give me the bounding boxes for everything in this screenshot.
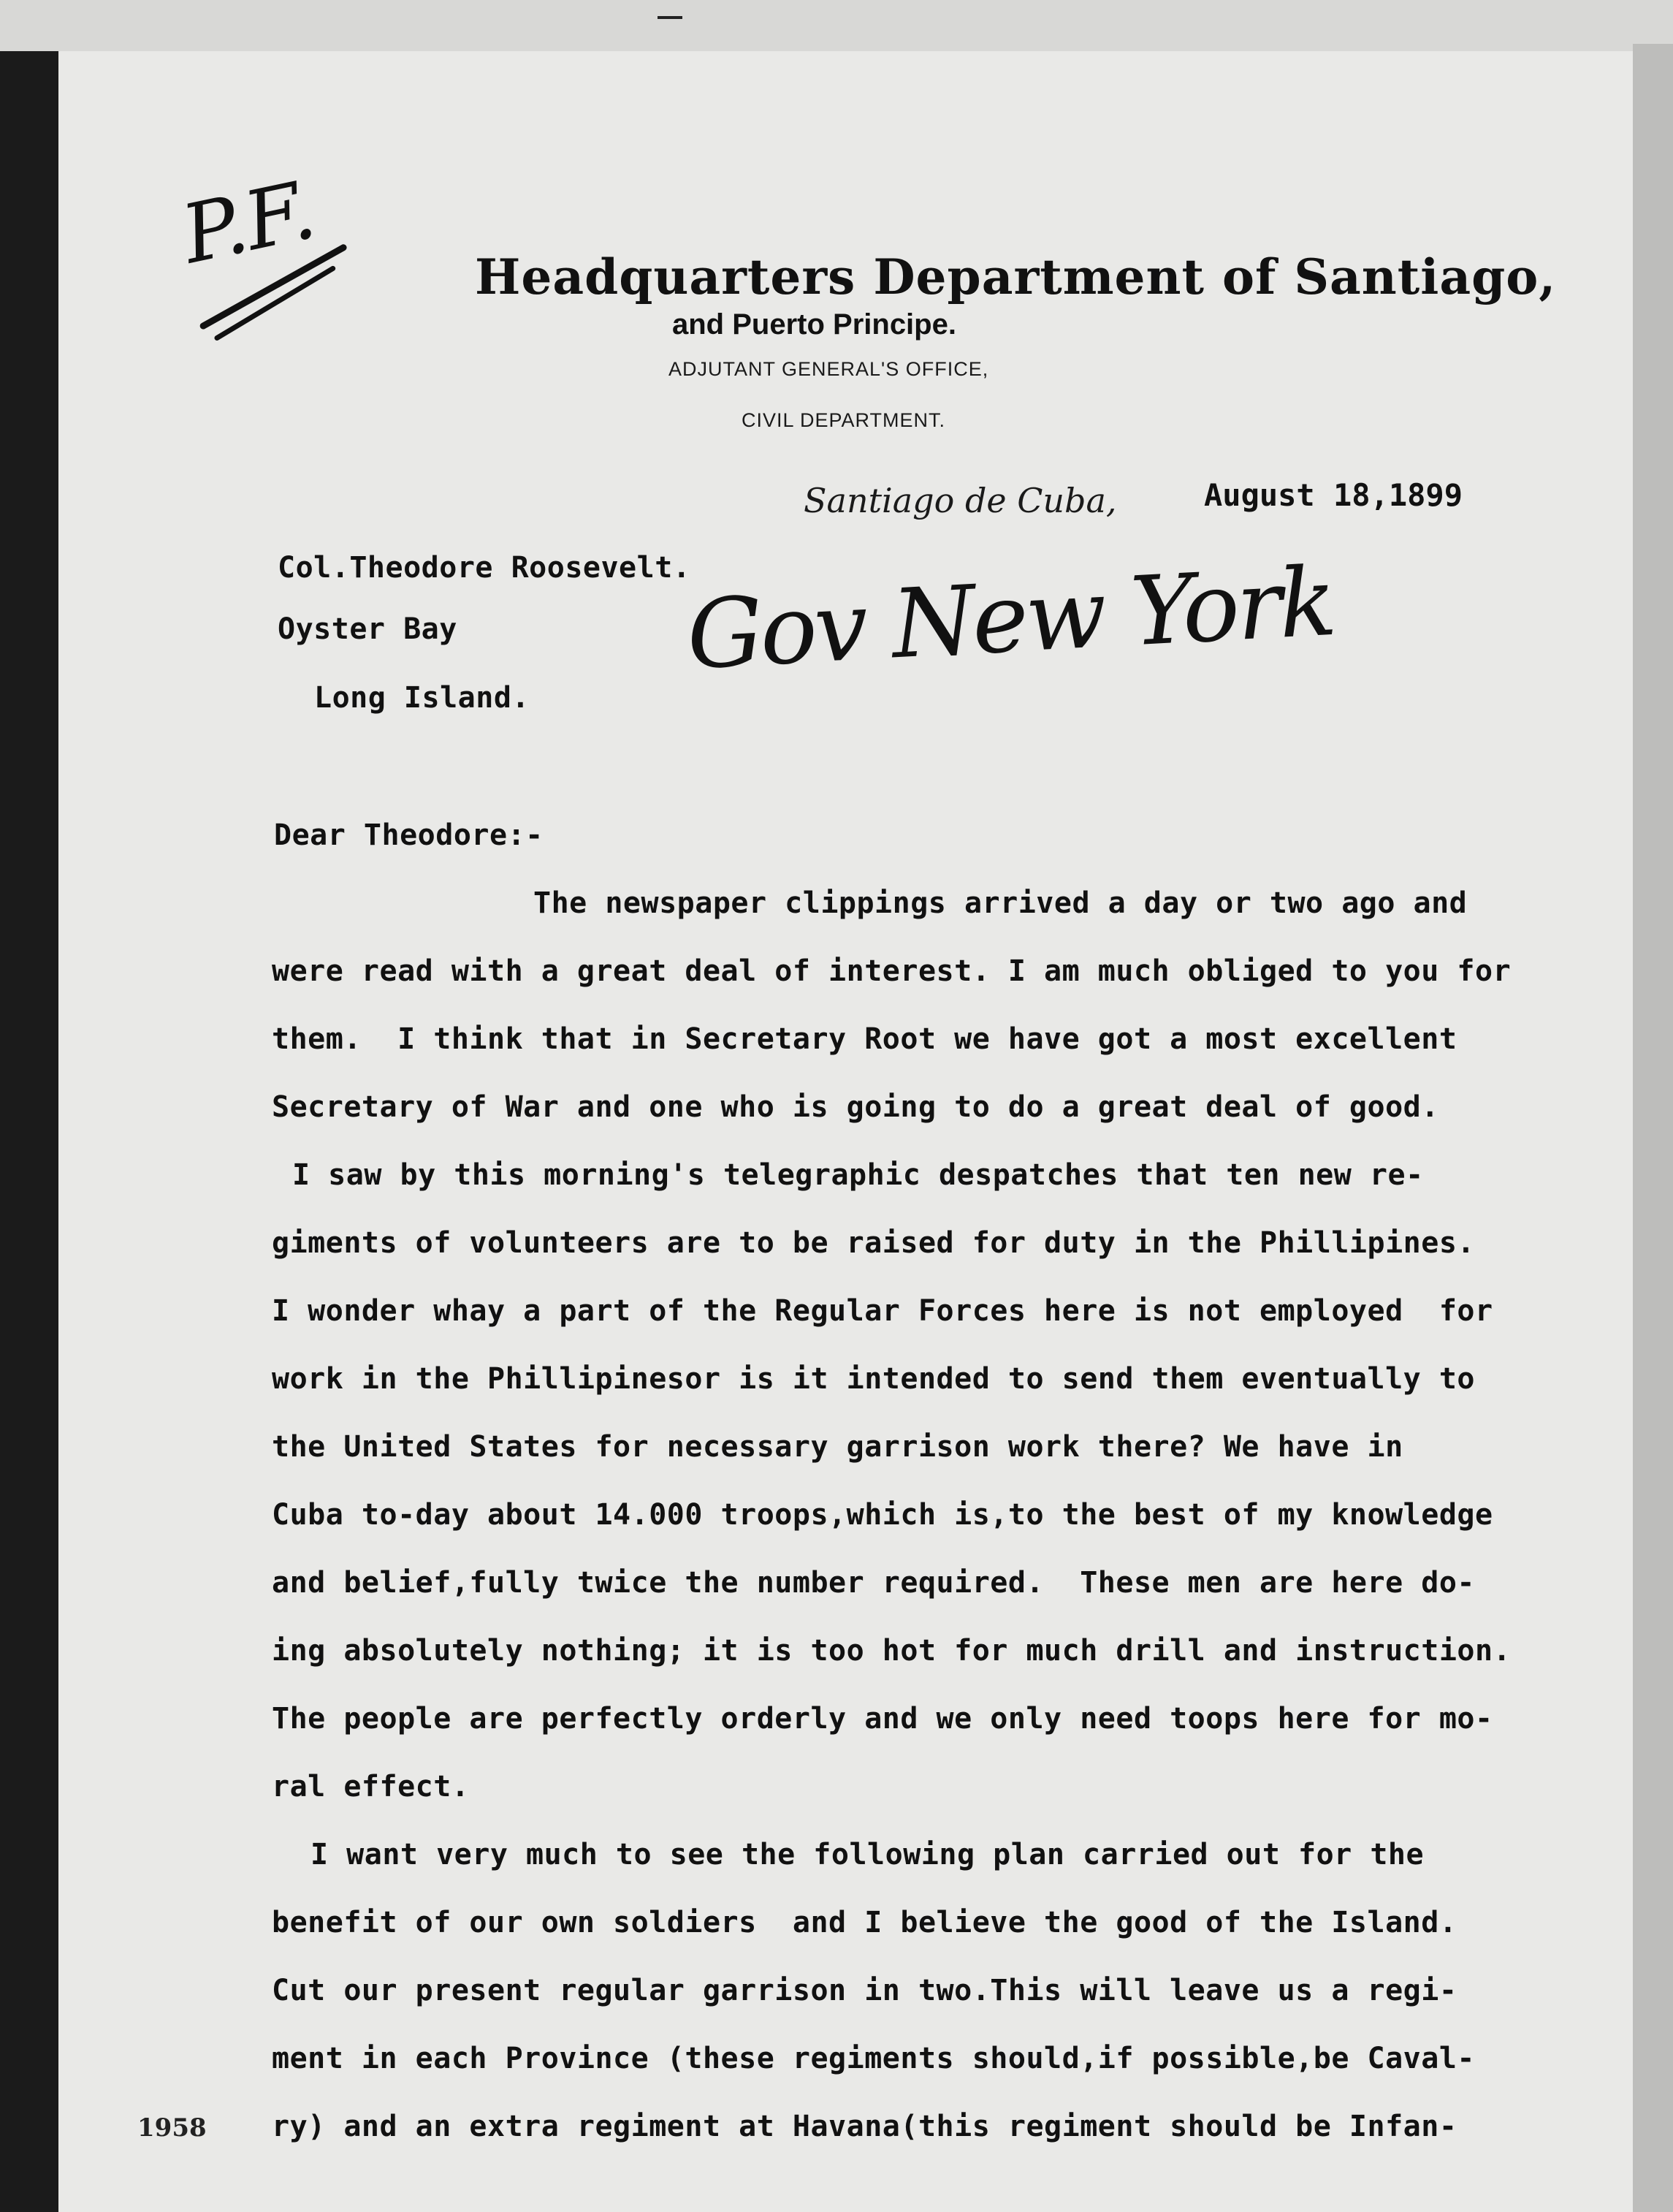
handwritten-annotation: Gov New York	[684, 545, 1337, 691]
recipient-town: Oyster Bay	[278, 612, 457, 646]
letterhead-subtitle: and Puerto Principe.	[672, 308, 956, 341]
body-line: The newspaper clippings arrived a day or two ago and	[533, 886, 1468, 920]
letter-place: Santiago de Cuba,	[804, 481, 1117, 520]
body-line: Secretary of War and one who is going to do a great deal of good.	[272, 1090, 1439, 1124]
letterhead-office: ADJUTANT GENERAL'S OFFICE,	[668, 358, 989, 380]
body-line: Cut our present regular garrison in two.This will leave us a regi-	[272, 1974, 1457, 2007]
scan-top-margin	[0, 0, 1673, 51]
body-line: were read with a great deal of interest. I am much obliged to you for	[272, 954, 1512, 988]
recipient-name: Col.Theodore Roosevelt.	[278, 551, 691, 585]
body-line: ry) and an extra regiment at Havana(this regiment should be Infan-	[272, 2110, 1457, 2143]
recipient-region: Long Island.	[314, 681, 530, 715]
salutation: Dear Theodore:-	[274, 818, 544, 852]
scan-right-edge	[1633, 44, 1673, 2212]
letter-page	[58, 51, 1633, 2212]
body-line: benefit of our own soldiers and I believe the good of the Island.	[272, 1906, 1457, 1939]
body-line: Cuba to-day about 14.000 troops,which is,to the best of my knowledge	[272, 1498, 1493, 1532]
letter-date: August 18,1899	[1204, 477, 1463, 513]
letterhead-title: Headquarters Department of Santiago,	[475, 248, 1557, 305]
body-line: them. I think that in Secretary Root we have got a most excellent	[272, 1022, 1457, 1056]
body-line: ing absolutely nothing; it is too hot for much drill and instruction.	[272, 1634, 1512, 1668]
body-line: ment in each Province (these regiments should,if possible,be Caval-	[272, 2042, 1475, 2075]
body-line: the United States for necessary garrison work there? We have in	[272, 1430, 1403, 1464]
body-line: and belief,fully twice the number required. These men are here do-	[272, 1566, 1475, 1600]
body-line: I want very much to see the following plan carried out for the	[310, 1838, 1425, 1871]
body-line: The people are perfectly orderly and we only need toops here for mo-	[272, 1702, 1493, 1736]
body-line: I wonder whay a part of the Regular Forces here is not employed for	[272, 1294, 1493, 1328]
body-line: work in the Phillipinesor is it intended to send them eventually to	[272, 1362, 1475, 1396]
body-line: I saw by this morning's telegraphic despatches that ten new re-	[292, 1158, 1424, 1192]
letterhead-department: CIVIL DEPARTMENT.	[742, 409, 946, 431]
scan-mark	[658, 16, 682, 19]
body-line: giments of volunteers are to be raised for duty in the Phillipines.	[272, 1226, 1475, 1260]
page-number: 1958	[137, 2113, 207, 2143]
handwritten-initials: P.F.	[175, 163, 324, 282]
body-line: ral effect.	[272, 1770, 470, 1804]
